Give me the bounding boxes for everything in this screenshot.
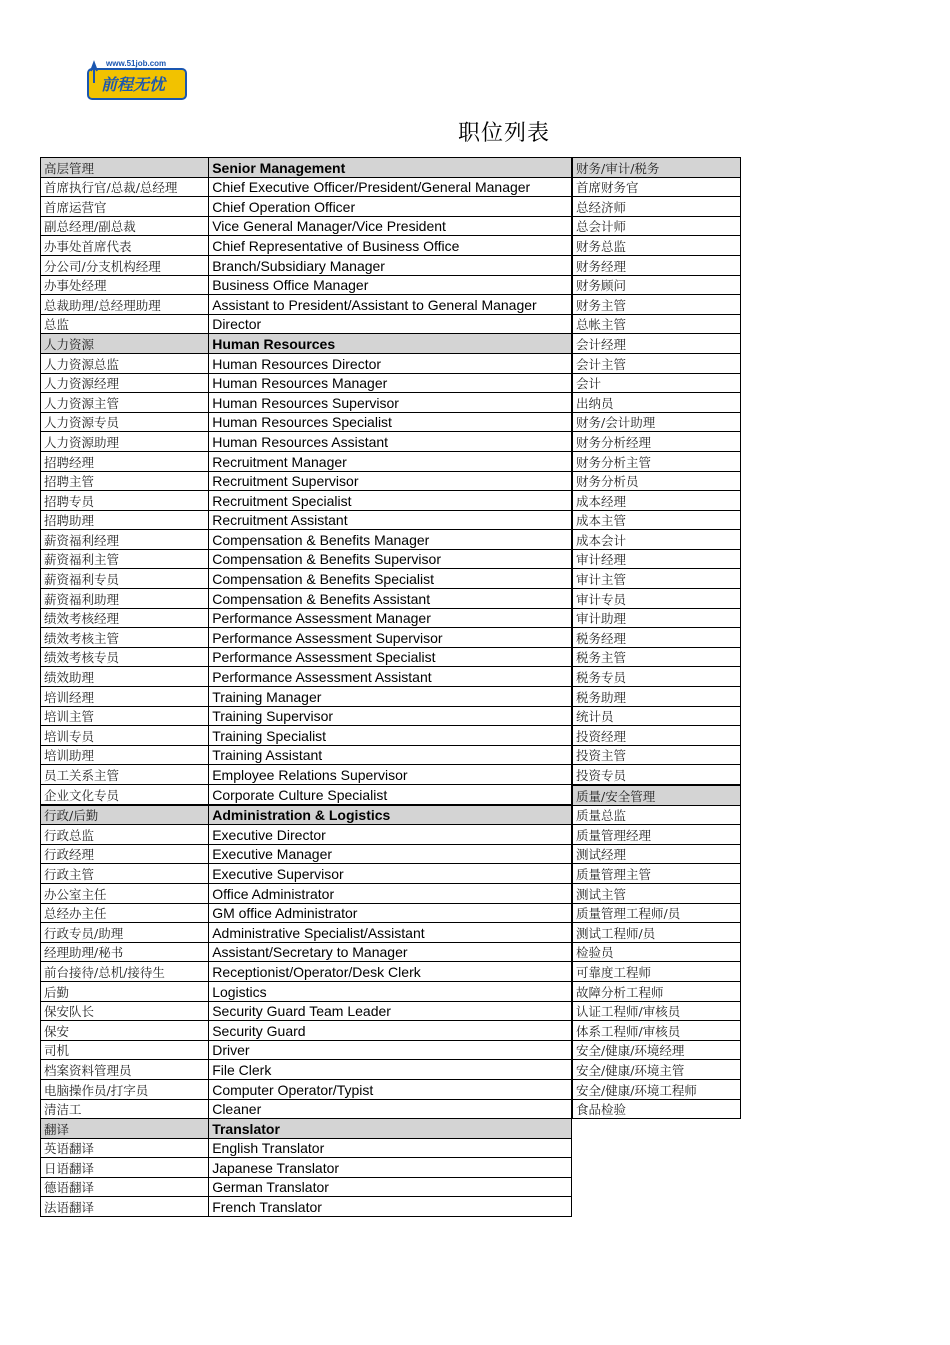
- table-row: [573, 197, 741, 217]
- table-row: [573, 923, 741, 943]
- category-header-row: [573, 785, 741, 805]
- job-title-en: Performance Assessment Supervisor: [209, 628, 572, 648]
- job-title-cn: 保安: [41, 1021, 209, 1041]
- job-title-en: Chief Operation Officer: [209, 197, 572, 217]
- job-title-en: Human Resources Supervisor: [209, 393, 572, 413]
- table-row: [41, 275, 572, 295]
- job-title-cn: 人力资源经理: [41, 373, 209, 393]
- job-title-en: Recruitment Supervisor: [209, 471, 572, 491]
- table-row: [573, 589, 741, 609]
- table-row: [573, 942, 741, 962]
- job-title-en: Japanese Translator: [209, 1158, 572, 1178]
- table-row: [573, 549, 741, 569]
- job-title-cn: 行政专员/助理: [41, 923, 209, 943]
- job-title-en: Compensation & Benefits Manager: [209, 530, 572, 550]
- table-row: [41, 569, 572, 589]
- table-row: [573, 1040, 741, 1060]
- job-title-en: Compensation & Benefits Specialist: [209, 569, 572, 589]
- table-row: [41, 785, 572, 805]
- table-row: [41, 765, 572, 785]
- category-header-row: [41, 158, 572, 178]
- job-title-en: Executive Manager: [209, 844, 572, 864]
- table-row: [41, 197, 572, 217]
- job-title-cn: 投资主管: [573, 745, 741, 765]
- table-row: [573, 687, 741, 707]
- table-row: [41, 825, 572, 845]
- job-title-cn: 总监: [41, 314, 209, 334]
- table-row: [41, 471, 572, 491]
- job-title-cn: 审计经理: [573, 549, 741, 569]
- table-row: [573, 706, 741, 726]
- table-row: [573, 1099, 741, 1119]
- job-title-en: GM office Administrator: [209, 903, 572, 923]
- table-row: [41, 412, 572, 432]
- table-row: [573, 530, 741, 550]
- table-row: [573, 667, 741, 687]
- job-title-cn: 税务助理: [573, 687, 741, 707]
- job-title-en: Recruitment Specialist: [209, 491, 572, 511]
- category-header-row: [573, 158, 741, 178]
- job-title-cn: 行政经理: [41, 844, 209, 864]
- job-title-cn: 质量管理工程师/员: [573, 903, 741, 923]
- job-title-cn: 统计员: [573, 706, 741, 726]
- table-row: [41, 1177, 572, 1197]
- job-title-en: French Translator: [209, 1197, 572, 1217]
- job-title-cn: 故障分析工程师: [573, 981, 741, 1001]
- table-row: [41, 549, 572, 569]
- job-title-en: Human Resources Director: [209, 353, 572, 373]
- table-row: [573, 628, 741, 648]
- category-title-en: Administration & Logistics: [209, 805, 572, 825]
- job-title-cn: 招聘主管: [41, 471, 209, 491]
- job-title-table-right: [572, 157, 741, 1119]
- table-row: [41, 236, 572, 256]
- category-title-en: Senior Management: [209, 158, 572, 178]
- job-title-cn: 财务/会计助理: [573, 412, 741, 432]
- table-row: [41, 491, 572, 511]
- job-title-en: Chief Representative of Business Office: [209, 236, 572, 256]
- job-title-cn: 税务专员: [573, 667, 741, 687]
- table-row: [573, 432, 741, 452]
- table-row: [41, 314, 572, 334]
- table-row: [41, 667, 572, 687]
- category-header-row: [41, 334, 572, 354]
- job-title-en: Office Administrator: [209, 883, 572, 903]
- job-title-cn: 会计: [573, 373, 741, 393]
- job-title-cn: 培训专员: [41, 726, 209, 746]
- job-title-en: Compensation & Benefits Assistant: [209, 589, 572, 609]
- job-title-cn: 体系工程师/审核员: [573, 1021, 741, 1041]
- page-title: 职位列表: [458, 121, 551, 146]
- table-row: [41, 432, 572, 452]
- table-row: [573, 236, 741, 256]
- job-title-en: Executive Supervisor: [209, 864, 572, 884]
- table-row: [573, 962, 741, 982]
- job-title-cn: 电脑操作员/打字员: [41, 1079, 209, 1099]
- job-title-cn: 质量管理经理: [573, 825, 741, 845]
- table-row: [41, 608, 572, 628]
- job-title-cn: 财务分析经理: [573, 432, 741, 452]
- category-title-cn: 财务/审计/税务: [573, 158, 741, 178]
- category-title-en: Human Resources: [209, 334, 572, 354]
- job-title-cn: 首席财务官: [573, 177, 741, 197]
- table-row: [41, 1099, 572, 1119]
- job-title-cn: 德语翻译: [41, 1177, 209, 1197]
- job-title-cn: 绩效考核主管: [41, 628, 209, 648]
- table-row: [573, 314, 741, 334]
- table-row: [573, 903, 741, 923]
- table-row: [41, 864, 572, 884]
- table-row: [41, 962, 572, 982]
- job-title-cn: 人力资源主管: [41, 393, 209, 413]
- table-row: [41, 844, 572, 864]
- table-row: [573, 864, 741, 884]
- job-title-cn: 首席执行官/总裁/总经理: [41, 177, 209, 197]
- job-title-en: Human Resources Assistant: [209, 432, 572, 452]
- job-title-cn: 司机: [41, 1040, 209, 1060]
- job-title-cn: 检验员: [573, 942, 741, 962]
- job-title-cn: 档案资料管理员: [41, 1060, 209, 1080]
- job-title-en: Recruitment Manager: [209, 451, 572, 471]
- table-row: [41, 1197, 572, 1217]
- job-title-cn: 办公室主任: [41, 883, 209, 903]
- job-title-cn: 总裁助理/总经理助理: [41, 295, 209, 315]
- job-title-cn: 安全/健康/环境工程师: [573, 1079, 741, 1099]
- job-title-en: Logistics: [209, 981, 572, 1001]
- job-title-en: Training Manager: [209, 687, 572, 707]
- table-row: [41, 942, 572, 962]
- job-title-en: Performance Assessment Assistant: [209, 667, 572, 687]
- job-title-cn: 测试经理: [573, 844, 741, 864]
- table-row: [41, 216, 572, 236]
- table-row: [573, 805, 741, 825]
- job-title-en: Recruitment Assistant: [209, 510, 572, 530]
- job-title-cn: 薪资福利主管: [41, 549, 209, 569]
- table-row: [41, 1060, 572, 1080]
- job-title-cn: 成本主管: [573, 510, 741, 530]
- job-title-cn: 绩效考核经理: [41, 608, 209, 628]
- job-title-cn: 安全/健康/环境经理: [573, 1040, 741, 1060]
- table-row: [573, 393, 741, 413]
- job-title-cn: 审计主管: [573, 569, 741, 589]
- table-row: [573, 451, 741, 471]
- table-row: [573, 275, 741, 295]
- table-row: [41, 451, 572, 471]
- job-title-cn: 薪资福利经理: [41, 530, 209, 550]
- table-row: [573, 765, 741, 785]
- job-title-cn: 行政主管: [41, 864, 209, 884]
- table-row: [573, 745, 741, 765]
- table-row: [41, 1158, 572, 1178]
- table-row: [573, 255, 741, 275]
- job-title-cn: 首席运营官: [41, 197, 209, 217]
- table-row: [41, 373, 572, 393]
- table-row: [41, 923, 572, 943]
- job-title-cn: 日语翻译: [41, 1158, 209, 1178]
- job-title-en: Business Office Manager: [209, 275, 572, 295]
- job-title-cn: 总会计师: [573, 216, 741, 236]
- table-row: [41, 393, 572, 413]
- job-title-en: Security Guard Team Leader: [209, 1001, 572, 1021]
- category-title-cn: 行政/后勤: [41, 805, 209, 825]
- job-title-en: Security Guard: [209, 1021, 572, 1041]
- job-title-cn: 财务主管: [573, 295, 741, 315]
- table-row: [41, 1021, 572, 1041]
- table-row: [573, 569, 741, 589]
- job-title-cn: 人力资源总监: [41, 353, 209, 373]
- table-row: [41, 589, 572, 609]
- job-title-en: Vice General Manager/Vice President: [209, 216, 572, 236]
- job-title-cn: 财务分析主管: [573, 451, 741, 471]
- job-title-cn: 招聘专员: [41, 491, 209, 511]
- table-row: [573, 1060, 741, 1080]
- job-title-cn: 会计主管: [573, 353, 741, 373]
- table-row: [41, 647, 572, 667]
- job-title-cn: 财务总监: [573, 236, 741, 256]
- table-row: [41, 883, 572, 903]
- table-row: [573, 177, 741, 197]
- table-row: [573, 510, 741, 530]
- job-title-cn: 总帐主管: [573, 314, 741, 334]
- table-row: [573, 334, 741, 354]
- job-title-en: Cleaner: [209, 1099, 572, 1119]
- job-title-cn: 出纳员: [573, 393, 741, 413]
- category-header-row: [41, 805, 572, 825]
- table-row: [573, 883, 741, 903]
- table-row: [573, 353, 741, 373]
- job-title-cn: 分公司/分支机构经理: [41, 255, 209, 275]
- table-row: [41, 745, 572, 765]
- job-title-cn: 培训主管: [41, 706, 209, 726]
- table-row: [573, 471, 741, 491]
- job-title-cn: 财务经理: [573, 255, 741, 275]
- job-title-cn: 前台接待/总机/接待生: [41, 962, 209, 982]
- job-title-cn: 食品检验: [573, 1099, 741, 1119]
- job-title-en: Performance Assessment Manager: [209, 608, 572, 628]
- table-row: [573, 373, 741, 393]
- job-title-en: Performance Assessment Specialist: [209, 647, 572, 667]
- job-title-cn: 成本经理: [573, 491, 741, 511]
- job-title-cn: 绩效助理: [41, 667, 209, 687]
- category-title-cn: 人力资源: [41, 334, 209, 354]
- job-title-cn: 总经济师: [573, 197, 741, 217]
- job-title-cn: 保安队长: [41, 1001, 209, 1021]
- table-row: [41, 903, 572, 923]
- job-title-cn: 办事处经理: [41, 275, 209, 295]
- category-header-row: [41, 1119, 572, 1139]
- logo-brand-text: 前程无忧: [101, 75, 166, 94]
- job-title-cn: 经理助理/秘书: [41, 942, 209, 962]
- category-title-cn: 翻译: [41, 1119, 209, 1139]
- job-title-cn: 招聘经理: [41, 451, 209, 471]
- job-title-en: Employee Relations Supervisor: [209, 765, 572, 785]
- job-title-cn: 总经办主任: [41, 903, 209, 923]
- job-title-cn: 税务主管: [573, 647, 741, 667]
- job-title-cn: 审计助理: [573, 608, 741, 628]
- job-title-en: Assistant/Secretary to Manager: [209, 942, 572, 962]
- job-title-cn: 后勤: [41, 981, 209, 1001]
- job-title-table-left: [40, 157, 572, 1217]
- job-title-en: Driver: [209, 1040, 572, 1060]
- table-row: [41, 510, 572, 530]
- job-title-en: Branch/Subsidiary Manager: [209, 255, 572, 275]
- company-logo: [86, 57, 187, 101]
- job-title-cn: 可靠度工程师: [573, 962, 741, 982]
- job-title-cn: 薪资福利助理: [41, 589, 209, 609]
- job-title-cn: 人力资源专员: [41, 412, 209, 432]
- table-row: [41, 353, 572, 373]
- table-row: [41, 1079, 572, 1099]
- table-row: [573, 1021, 741, 1041]
- job-title-en: Human Resources Specialist: [209, 412, 572, 432]
- table-row: [573, 295, 741, 315]
- job-title-en: German Translator: [209, 1177, 572, 1197]
- category-title-cn: 质量/安全管理: [573, 785, 741, 805]
- job-title-en: Director: [209, 314, 572, 334]
- job-title-cn: 税务经理: [573, 628, 741, 648]
- job-title-cn: 副总经理/副总裁: [41, 216, 209, 236]
- job-title-cn: 认证工程师/审核员: [573, 1001, 741, 1021]
- job-title-cn: 企业文化专员: [41, 785, 209, 805]
- job-title-en: Receptionist/Operator/Desk Clerk: [209, 962, 572, 982]
- job-title-en: Corporate Culture Specialist: [209, 785, 572, 805]
- job-title-cn: 招聘助理: [41, 510, 209, 530]
- table-row: [41, 295, 572, 315]
- job-title-cn: 清洁工: [41, 1099, 209, 1119]
- category-title-cn: 高层管理: [41, 158, 209, 178]
- job-title-cn: 员工关系主管: [41, 765, 209, 785]
- table-row: [41, 726, 572, 746]
- job-title-en: Training Supervisor: [209, 706, 572, 726]
- table-row: [573, 608, 741, 628]
- job-title-en: English Translator: [209, 1138, 572, 1158]
- job-title-en: Chief Executive Officer/President/General Manager: [209, 177, 572, 197]
- table-row: [41, 706, 572, 726]
- table-row: [573, 726, 741, 746]
- job-title-cn: 投资经理: [573, 726, 741, 746]
- job-title-cn: 英语翻译: [41, 1138, 209, 1158]
- job-title-cn: 会计经理: [573, 334, 741, 354]
- table-row: [41, 1040, 572, 1060]
- job-title-cn: 质量总监: [573, 805, 741, 825]
- table-row: [573, 844, 741, 864]
- job-title-cn: 成本会计: [573, 530, 741, 550]
- table-row: [41, 1138, 572, 1158]
- table-row: [573, 412, 741, 432]
- table-row: [41, 1001, 572, 1021]
- job-title-cn: 行政总监: [41, 825, 209, 845]
- job-title-en: Executive Director: [209, 825, 572, 845]
- job-title-en: Training Specialist: [209, 726, 572, 746]
- job-title-cn: 培训助理: [41, 745, 209, 765]
- job-title-cn: 投资专员: [573, 765, 741, 785]
- job-title-en: Assistant to President/Assistant to General Manager: [209, 295, 572, 315]
- category-title-en: Translator: [209, 1119, 572, 1139]
- job-title-en: Computer Operator/Typist: [209, 1079, 572, 1099]
- logo-url-text: www.51job.com: [106, 59, 167, 68]
- job-title-cn: 绩效考核专员: [41, 647, 209, 667]
- table-row: [573, 647, 741, 667]
- job-title-en: File Clerk: [209, 1060, 572, 1080]
- table-row: [41, 628, 572, 648]
- job-title-en: Human Resources Manager: [209, 373, 572, 393]
- job-title-en: Compensation & Benefits Supervisor: [209, 549, 572, 569]
- job-title-cn: 安全/健康/环境主管: [573, 1060, 741, 1080]
- job-title-en: Administrative Specialist/Assistant: [209, 923, 572, 943]
- job-title-cn: 人力资源助理: [41, 432, 209, 452]
- job-title-cn: 财务顾问: [573, 275, 741, 295]
- table-row: [573, 491, 741, 511]
- table-row: [573, 216, 741, 236]
- table-row: [41, 177, 572, 197]
- job-title-en: Training Assistant: [209, 745, 572, 765]
- job-title-cn: 质量管理主管: [573, 864, 741, 884]
- table-row: [573, 1079, 741, 1099]
- table-row: [573, 825, 741, 845]
- job-title-cn: 办事处首席代表: [41, 236, 209, 256]
- job-title-cn: 财务分析员: [573, 471, 741, 491]
- table-row: [573, 981, 741, 1001]
- job-title-cn: 薪资福利专员: [41, 569, 209, 589]
- table-row: [41, 530, 572, 550]
- table-row: [41, 981, 572, 1001]
- table-row: [573, 1001, 741, 1021]
- table-row: [41, 255, 572, 275]
- table-row: [41, 687, 572, 707]
- job-title-cn: 培训经理: [41, 687, 209, 707]
- job-title-cn: 测试主管: [573, 883, 741, 903]
- job-title-cn: 法语翻译: [41, 1197, 209, 1217]
- job-title-cn: 测试工程师/员: [573, 923, 741, 943]
- job-title-cn: 审计专员: [573, 589, 741, 609]
